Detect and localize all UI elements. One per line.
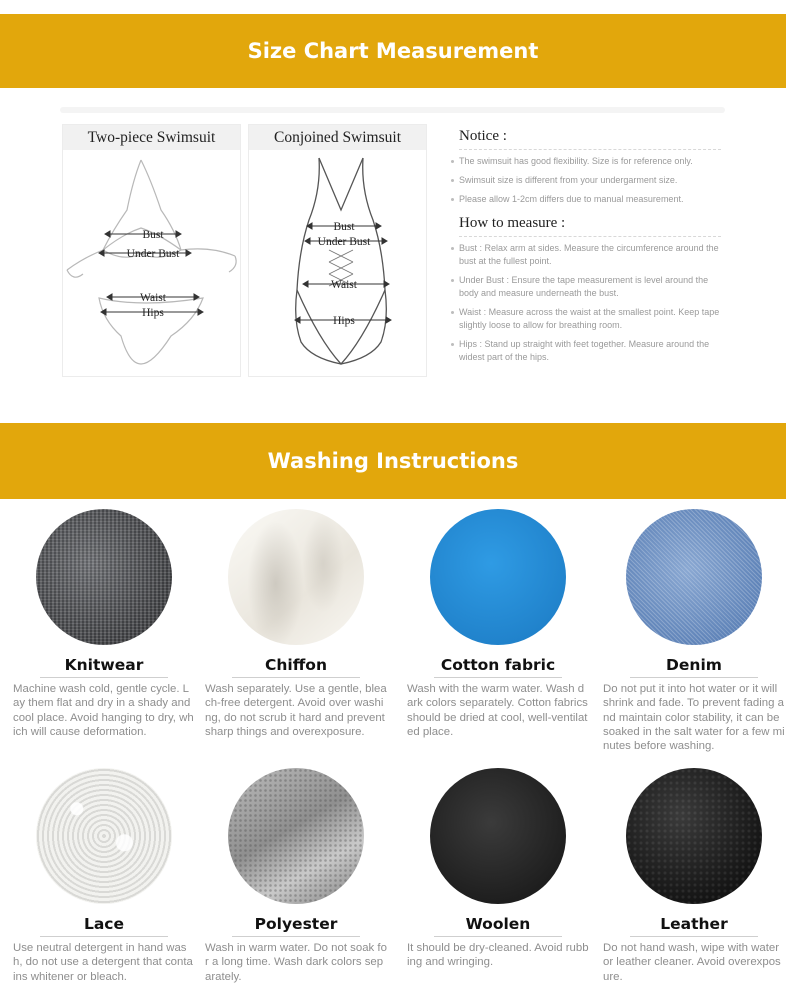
fabric-divider — [434, 936, 562, 937]
fabric-description: Do not hand wash, wipe with water or leather cleaner. Avoid overexposure. — [603, 942, 781, 983]
fabric-name: Polyester — [254, 915, 338, 933]
measure-list — [446, 242, 721, 364]
fabric-description: It should be dry-cleaned. Avoid rubbing and wringing. — [407, 942, 589, 969]
conjoined-waist-label: Waist — [331, 279, 357, 291]
washing-banner — [0, 423, 786, 499]
two-piece-bust-label: Bust — [142, 229, 164, 241]
conjoined-underbust-label: Under Bust — [317, 236, 371, 248]
conjoined-swimsuit-illustration — [249, 150, 428, 378]
size-chart-title: Size Chart Measurement — [247, 39, 539, 63]
fabric-divider — [232, 677, 360, 678]
polyester-swatch — [228, 768, 364, 904]
two-piece-card — [62, 124, 241, 377]
cotton-swatch — [430, 509, 566, 645]
denim-swatch — [626, 509, 762, 645]
size-chart-banner — [0, 14, 786, 88]
notice-heading: Notice : — [459, 128, 721, 150]
fabric-divider — [232, 936, 360, 937]
fabric-card-chiffon — [205, 509, 387, 739]
fabric-divider — [630, 677, 758, 678]
conjoined-title: Conjoined Swimsuit — [249, 125, 426, 150]
fabric-card-polyester — [205, 768, 387, 984]
fabric-name: Woolen — [465, 915, 531, 933]
notice-item: Swimsuit size is different from your undergarment size. — [446, 174, 721, 187]
fabric-name: Leather — [660, 915, 728, 933]
fabric-description: Wash with the warm water. Wash dark colors separately. Cotton fabrics should be dried at cool, well-ventilated place. — [407, 683, 588, 738]
conjoined-card — [248, 124, 427, 377]
measure-item-hips: Hips : Stand up straight with feet together. Measure around the widest part of the hips. — [446, 338, 721, 364]
fabric-card-leather — [603, 768, 785, 984]
washing-title: Washing Instructions — [267, 449, 519, 473]
faint-divider — [60, 107, 725, 113]
notice-item: Please allow 1-2cm differs due to manual measurement. — [446, 193, 721, 206]
fabric-card-denim — [603, 509, 785, 753]
fabric-divider — [40, 677, 168, 678]
fabric-description: Machine wash cold, gentle cycle. Lay them flat and dry in a shady and cool place. Avoid hanging to dry, which will cause deformation. — [13, 683, 194, 738]
woolen-swatch — [430, 768, 566, 904]
how-to-measure-heading: How to measure : — [459, 215, 721, 237]
fabric-name: Lace — [83, 915, 125, 933]
two-piece-waist-label: Waist — [140, 292, 166, 304]
leather-swatch — [626, 768, 762, 904]
fabric-description: Wash separately. Use a gentle, bleach-free detergent. Avoid over washing, do not scrub it hard and prevent sharp things and overexposure. — [205, 683, 387, 738]
measure-item-bust: Bust : Relax arm at sides. Measure the circumference around the bust at the fullest point. — [446, 242, 721, 268]
fabric-description: Wash in warm water. Do not soak for a long time. Wash dark colors separately. — [205, 942, 387, 983]
two-piece-underbust-label: Under Bust — [126, 248, 180, 260]
fabric-divider — [40, 936, 168, 937]
fabric-name: Denim — [666, 656, 722, 674]
fabric-card-lace — [13, 768, 195, 984]
notice-list — [446, 155, 721, 206]
lace-swatch — [36, 768, 172, 904]
fabric-card-knitwear — [13, 509, 195, 739]
conjoined-bust-label: Bust — [333, 221, 355, 233]
two-piece-hips-label: Hips — [142, 307, 164, 319]
fabric-description: Do not put it into hot water or it will shrink and fade. To prevent fading and maintain color stability, it can be soaked in the salt water for a few minutes before washing. — [603, 683, 785, 753]
size-notes — [446, 128, 721, 370]
knitwear-swatch — [36, 509, 172, 645]
measure-item-waist: Waist : Measure across the waist at the smallest point. Keep tape slightly loose to allow for breathing room. — [446, 306, 721, 332]
two-piece-swimsuit-illustration — [63, 150, 242, 378]
fabric-card-woolen — [407, 768, 589, 970]
two-piece-title: Two-piece Swimsuit — [63, 125, 240, 150]
fabric-card-cotton — [407, 509, 589, 739]
fabric-description: Use neutral detergent in hand wash, do not use a detergent that contains whitener or bleach. — [13, 942, 193, 983]
fabric-divider — [630, 936, 758, 937]
measure-item-underbust: Under Bust : Ensure the tape measurement is level around the body and measure underneath the bust. — [446, 274, 721, 300]
notice-item: The swimsuit has good flexibility. Size is for reference only. — [446, 155, 721, 168]
fabric-name: Knitwear — [64, 656, 144, 674]
fabric-name: Chiffon — [265, 656, 327, 674]
fabric-name: Cotton fabric — [440, 656, 556, 674]
fabric-divider — [434, 677, 562, 678]
conjoined-hips-label: Hips — [333, 315, 355, 327]
chiffon-swatch — [228, 509, 364, 645]
